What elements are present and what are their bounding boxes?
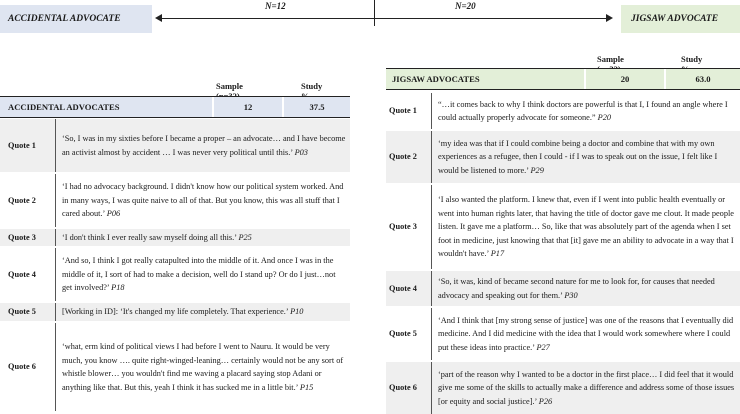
left-col-study-header: Study [301, 81, 323, 91]
table-row [0, 119, 350, 172]
quote-body: ‘So, it was, kind of became second nature for me to look for, for causes that needed advocacy and speaking out for them.’ [438, 277, 715, 300]
right-col-sample-header: Sample [597, 54, 624, 64]
quote-body: ‘part of the reason why I wanted to be a doctor in the first place… I did feel that it would give me some of the skills to actually make a difference and address some of those issues [or equity and social justice].’ [438, 369, 735, 406]
quote-body: “…it comes back to why I think doctors are powerful is that I, I found an angle where I could actually properly advocate for someone.” [438, 99, 728, 122]
right-group-sample: 20 [620, 74, 630, 84]
quote-label: Quote 6 [389, 383, 417, 393]
quote-label: Quote 1 [8, 140, 36, 150]
jigsaw-advocate-label [621, 5, 740, 33]
arrow-left-icon [155, 14, 162, 22]
spectrum-divider [374, 0, 375, 26]
table-row [0, 303, 350, 321]
quote-body: ‘So, I was in my sixties before I became a proper – an advocate… and I have become an activist almost by accident … I was never very political until this.’ [62, 134, 346, 157]
quote-source: P26 [538, 396, 553, 406]
table-row [0, 323, 350, 411]
left-group-sample: 12 [243, 102, 253, 112]
table-row [386, 308, 740, 360]
quote-text [431, 93, 740, 129]
quote-label: Quote 2 [389, 152, 417, 162]
table-row [386, 131, 740, 183]
table-row [0, 248, 350, 301]
quote-text [55, 323, 350, 411]
table-row [0, 174, 350, 227]
quote-source: P18 [111, 283, 125, 293]
quote-label: Quote 3 [8, 232, 36, 242]
quote-body: [Working in ID]: ‘It's changed my life completely. That experience.’ [62, 307, 288, 317]
quote-source: P15 [299, 382, 314, 392]
quote-body: ‘I don't think I ever really saw myself doing all this.’ [62, 232, 237, 242]
quote-body: ‘my idea was that if I could combine being a doctor and combine that with my own experiences as a refugee, then I could - if I was to speak out on the issue, I felt like I would be listened to more.’ [438, 138, 718, 175]
right-col-study-header: Study [681, 54, 703, 64]
table-row [386, 271, 740, 306]
quote-label: Quote 3 [389, 222, 417, 232]
quote-source: P29 [530, 165, 544, 175]
quote-source: P10 [290, 307, 304, 317]
right-group-label: JIGSAW ADVOCATES [392, 74, 480, 84]
quote-label: Quote 5 [389, 329, 417, 339]
n-right-count: N=20 [455, 1, 476, 11]
quote-text [431, 185, 740, 269]
jigsaw-advocates-group-row [386, 68, 740, 90]
quote-body: ‘I also wanted the platform. I knew that, even if I went into public health eventually or went into human rights later, that having the title of doctor gave me clout. It made people listen. It gave me a platform… So, like that was absolutely part of the agenda when I set foot in medicine, just knowing that that [it] gave me an ability to advocate in a way that I wouldn't have.’ [438, 195, 734, 259]
quote-source: P30 [564, 290, 578, 300]
table-row [386, 362, 740, 414]
quote-label: Quote 5 [8, 307, 36, 317]
quote-text [55, 229, 350, 246]
quote-label: Quote 2 [8, 195, 36, 205]
quote-text [55, 174, 350, 227]
quote-body: ‘what, erm kind of political views I had before I went to Nauru. It would be very much, you know …. quite right-winged-leaning… certainly would not be any sort of whistle blower… you wouldn't find me waving a placard saying stop Adani or anything like that. But this, yeah I think it has sucked me in a little bit.’ [62, 342, 344, 392]
right-group-study: 63.0 [695, 74, 711, 84]
left-col-sample-header: Sample [216, 81, 243, 91]
table-row [386, 93, 740, 129]
arrow-right-icon [606, 14, 613, 22]
quote-text [55, 248, 350, 301]
quote-source: P27 [536, 342, 550, 352]
quote-body: ‘And so, I think I got really catapulted into the middle of it. And once I was in the middle of it, I sort of had to make a decision, well do I stand up? Or do I just…not get involved?’ [62, 256, 336, 293]
n-left-count: N=12 [265, 1, 286, 11]
table-row [386, 185, 740, 269]
quote-label: Quote 1 [389, 106, 417, 116]
quote-source: P20 [597, 113, 612, 122]
quote-text [55, 119, 350, 172]
quote-text [431, 271, 740, 306]
quote-text [431, 308, 740, 360]
quote-source: P06 [106, 209, 121, 219]
quote-label: Quote 6 [8, 362, 36, 372]
quote-body: ‘And I think that [my strong sense of justice] was one of the reasons that I eventually did medicine. And I did medicine with the idea that I would work somewhere where I could put these ideas into practice.’ [438, 315, 734, 352]
left-group-label: ACCIDENTAL ADVOCATES [8, 102, 120, 112]
quote-source: P17 [490, 249, 505, 259]
accidental-advocate-label [0, 5, 152, 33]
table-row [0, 229, 350, 246]
accidental-advocates-group-row [0, 96, 350, 118]
left-label-text: ACCIDENTAL ADVOCATE [8, 14, 121, 24]
quote-text [431, 362, 740, 414]
right-label-text: JIGSAW ADVOCATE [631, 14, 719, 24]
quote-source: P25 [238, 232, 252, 242]
quote-source: P03 [294, 147, 308, 157]
quote-text [55, 303, 350, 321]
quote-body: ‘I had no advocacy background. I didn't know how our political system worked. And in many ways, I was quite naive to all of that. But you know, this was all stuff that I cared about.’ [62, 182, 344, 219]
quote-text [431, 131, 740, 183]
spectrum-axis [157, 18, 607, 19]
quote-label: Quote 4 [8, 269, 36, 279]
quote-label: Quote 4 [389, 283, 417, 293]
left-group-study: 37.5 [309, 102, 325, 112]
